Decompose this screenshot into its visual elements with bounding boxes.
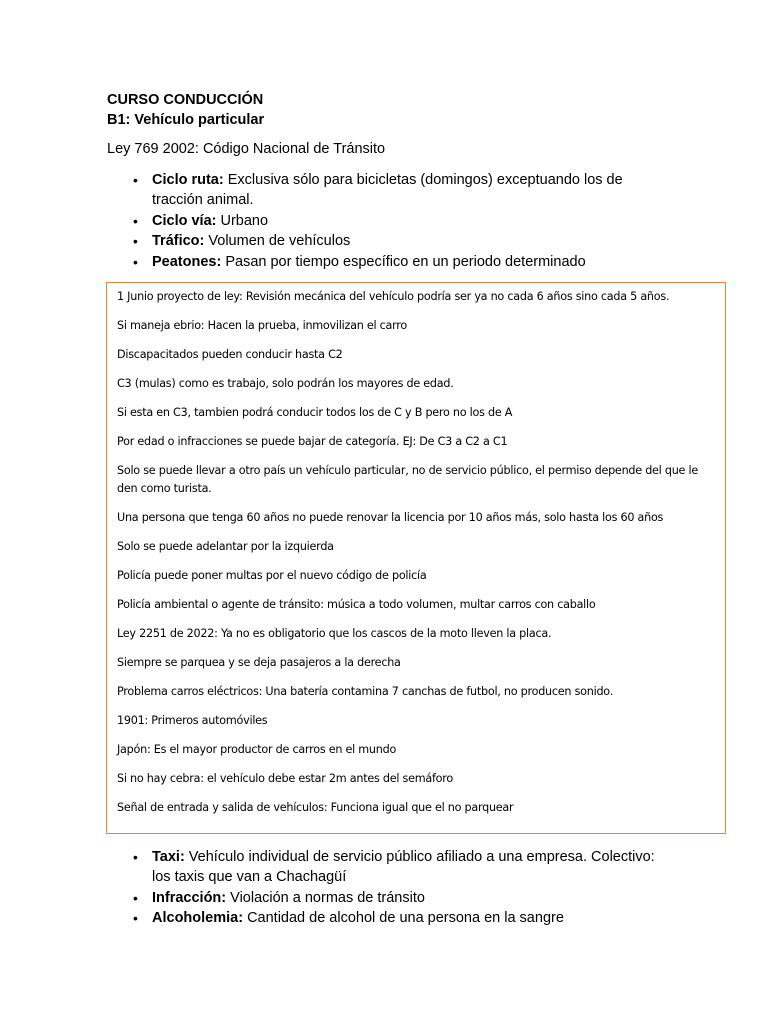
definition: Pasan por tiempo específico en un periodo determinado — [221, 253, 586, 270]
list-item — [107, 888, 667, 908]
note-line: Si maneja ebrio: Hacen la prueba, inmovilizan el carro — [117, 319, 408, 332]
list-item — [107, 231, 667, 251]
note-line: Policía ambiental o agente de tránsito: música a todo volumen, multar carros con caballo — [117, 598, 596, 611]
note-line: 1901: Primeros automóviles — [117, 714, 268, 727]
term: Ciclo vía: — [152, 212, 217, 229]
course-title: CURSO CONDUCCIÓN — [107, 92, 264, 108]
note-line: Japón: Es el mayor productor de carros en el mundo — [117, 743, 397, 756]
note-line: Solo se puede llevar a otro país un vehículo particular, no de servicio público, el permiso depende del que le den como turista. — [117, 464, 698, 495]
definition: Exclusiva sólo para bicicletas (domingos) exceptuando los de tracción animal. — [152, 172, 623, 208]
term: Alcoholemia: — [152, 910, 244, 926]
term: Peatones: — [152, 253, 222, 270]
list-item — [107, 211, 667, 231]
list-item — [107, 847, 667, 887]
note-line: Si no hay cebra: el vehículo debe estar 2m antes del semáforo — [117, 772, 453, 785]
definitions-list-top — [107, 170, 667, 272]
notes-box — [106, 282, 726, 834]
note-line: Discapacitados pueden conducir hasta C2 — [117, 348, 343, 361]
term: Infracción: — [152, 889, 227, 906]
note-line: Problema carros eléctricos: Una batería contamina 7 canchas de futbol, no producen sonido. — [117, 685, 614, 698]
note-line: Ley 2251 de 2022: Ya no es obligatorio que los cascos de la moto lleven la placa. — [117, 627, 552, 640]
note-line: Una persona que tenga 60 años no puede renovar la licencia por 10 años más, solo hasta los 60 años — [117, 511, 664, 524]
note-line: Por edad o infracciones se puede bajar de categoría. EJ: De C3 a C2 a C1 — [117, 435, 508, 448]
definition: Urbano — [216, 212, 269, 229]
definitions-list-bottom — [107, 847, 667, 929]
list-item — [107, 170, 667, 210]
term: Tráfico: — [152, 233, 205, 249]
definition: Cantidad de alcohol de una persona en la sangre — [243, 910, 564, 926]
term: Ciclo ruta: — [152, 172, 224, 188]
note-line: Policía puede poner multas por el nuevo código de policía — [117, 569, 427, 582]
term: Taxi: — [152, 849, 185, 865]
course-subtitle: B1: Vehículo particular — [107, 112, 265, 128]
note-line: Señal de entrada y salida de vehículos: Funciona igual que el no parquear — [117, 801, 514, 814]
list-item — [107, 908, 667, 928]
note-line: Solo se puede adelantar por la izquierda — [117, 540, 334, 553]
definition: Violación a normas de tránsito — [226, 889, 425, 906]
definition: Vehículo individual de servicio público afiliado a una empresa. Colectivo: los taxis que van a Chachagüí — [152, 849, 655, 885]
note-line: C3 (mulas) como es trabajo, solo podrán los mayores de edad. — [117, 377, 454, 390]
note-line: Si esta en C3, tambien podrá conducir todos los de C y B pero no los de A — [117, 406, 513, 419]
law-reference: Ley 769 2002: Código Nacional de Tránsito — [107, 141, 386, 157]
list-item — [107, 252, 667, 272]
note-line: 1 Junio proyecto de ley: Revisión mecánica del vehículo podría ser ya no cada 6 años sino cada 5 años. — [117, 290, 670, 303]
note-line: Siempre se parquea y se deja pasajeros a la derecha — [117, 656, 401, 669]
definition: Volumen de vehículos — [204, 233, 351, 249]
